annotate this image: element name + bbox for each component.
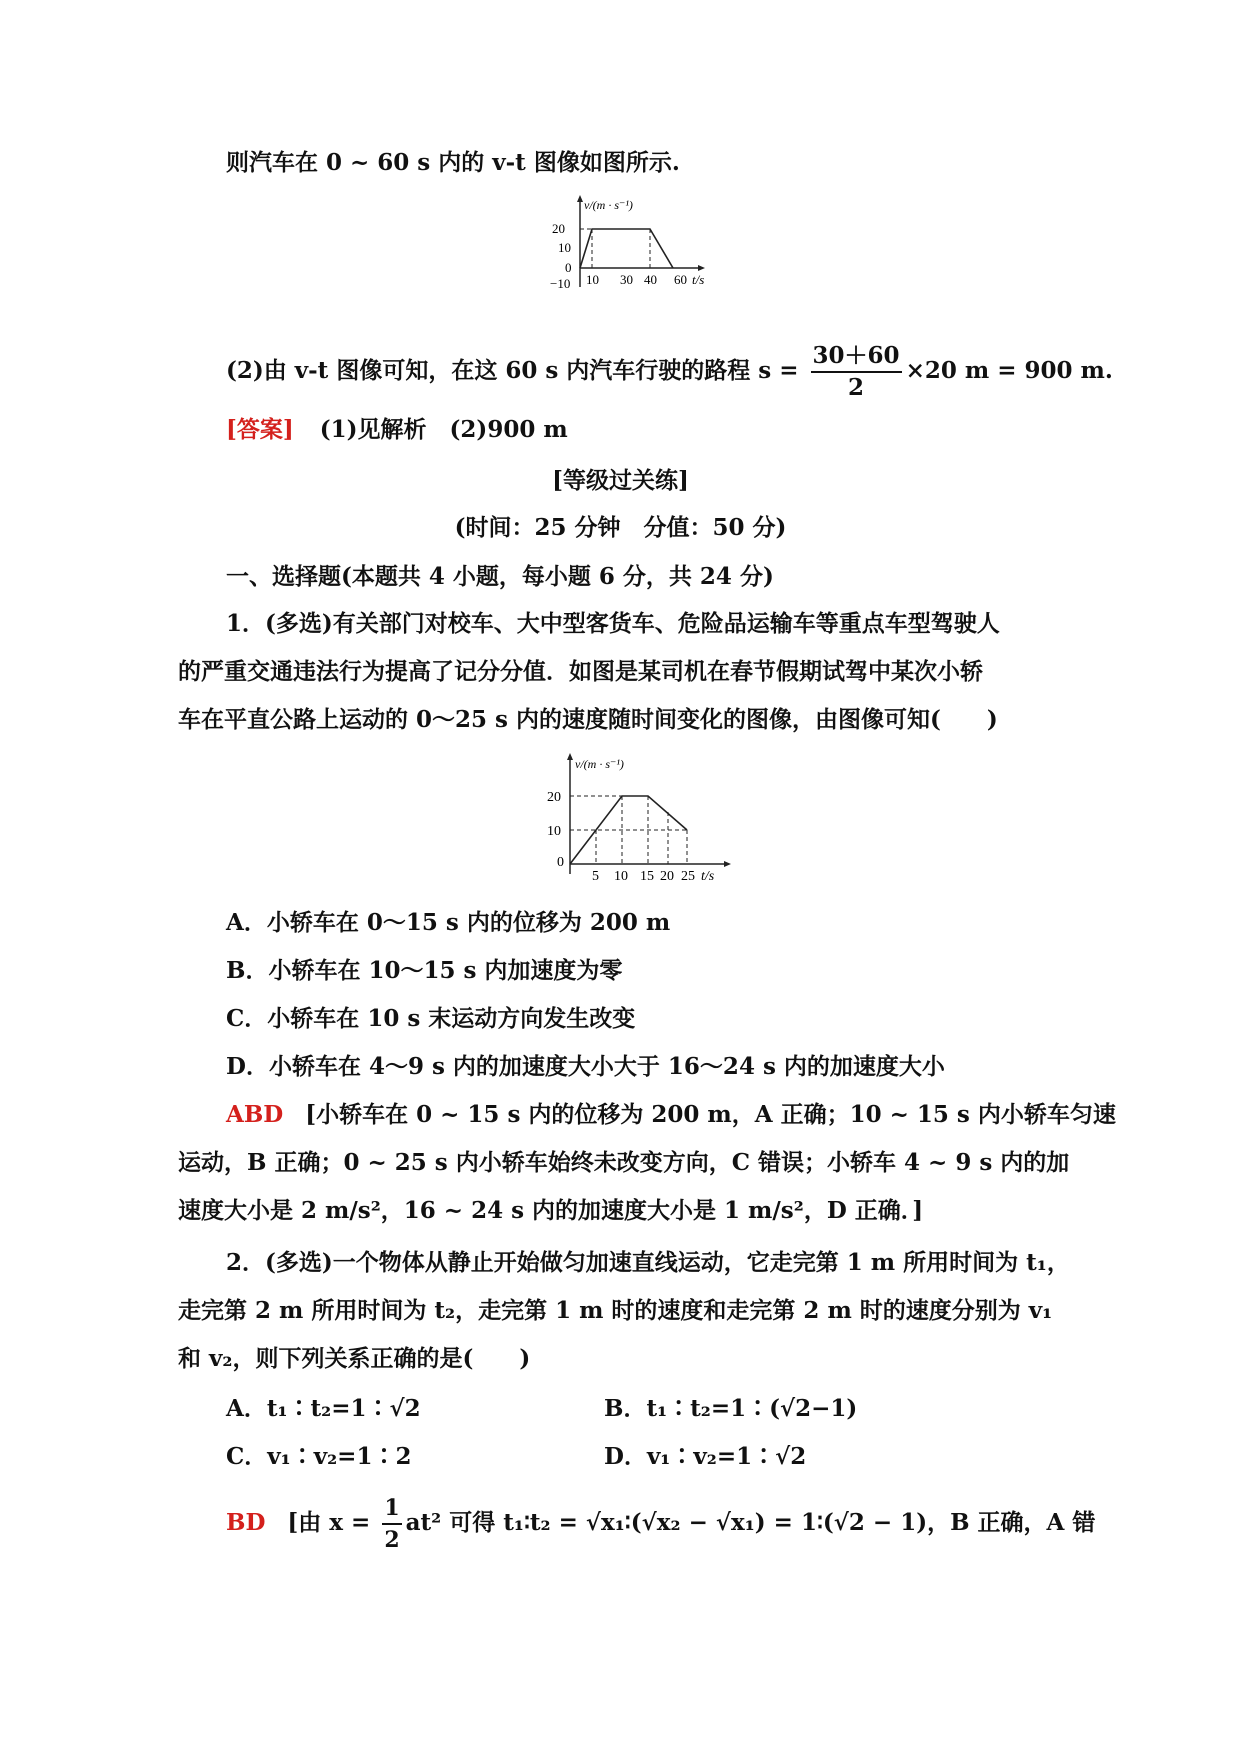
part2-line: [226, 340, 1113, 403]
q1-option-b: B．小轿车在 10～15 s 内加速度为零: [226, 957, 623, 984]
part2-suffix: ×20 m = 900 m.: [905, 357, 1113, 384]
chart2-xlabel: t/s: [701, 869, 715, 882]
q1-explain-text: [小轿车在 0 ~ 15 s 内的位移为 200 m，A 正确；10 ~ 15 s 内小轿车匀速: [305, 1101, 1116, 1128]
q1-explain-line: 速度大小是 2 m/s²，16 ~ 24 s 内的加速度大小是 1 m/s²，D 正确．]: [178, 1197, 924, 1224]
chart2-xtick: 15: [640, 869, 654, 882]
chart1-ylabel: v/(m · s⁻¹): [584, 198, 633, 212]
q2-option-d: D．v₁∶v₂=1∶√2: [604, 1443, 807, 1470]
q2-frac-den: 2: [384, 1527, 400, 1553]
section-title: [等级过关练]: [552, 467, 689, 494]
chart2-xtick: 10: [614, 869, 628, 882]
chart1-ytick: −10: [550, 276, 571, 291]
part2-frac-num: 30＋60: [811, 341, 902, 373]
chart2-ytick: 10: [547, 824, 561, 839]
chart2-ytick: 0: [557, 855, 564, 870]
chart2-xtick: 5: [592, 869, 599, 882]
section-heading: 一、选择题(本题共 4 小题，每小题 6 分，共 24 分): [226, 563, 774, 590]
q2-option-b: B．t₁∶t₂=1∶(√2−1): [604, 1395, 858, 1422]
answer-line: [226, 415, 568, 445]
q1-line: 车在平直公路上运动的 0～25 s 内的速度随时间变化的图像，由图像可知( ): [178, 706, 998, 733]
chart2-xtick: 20: [660, 869, 674, 882]
chart2-ylabel: v/(m · s⁻¹): [575, 757, 624, 771]
q1-option-c: C．小轿车在 10 s 末运动方向发生改变: [226, 1005, 636, 1032]
part2-fraction: [811, 341, 902, 403]
q2-explain-post: at² 可得 t₁∶t₂ = √x₁∶(√x₂ − √x₁) = 1∶(√2 − 1)，B 正确，A 错: [405, 1509, 1096, 1536]
chart1-series-line: [580, 229, 673, 268]
q1-explain-line: 运动，B 正确；0 ~ 25 s 内小轿车始终未改变方向，C 错误；小轿车 4 ~ 9 s 内的加: [178, 1149, 1070, 1176]
chart1-ytick: 10: [558, 240, 571, 255]
q2-line: 走完第 2 m 所用时间为 t₂，走完第 1 m 时的速度和走完第 2 m 时的速度分别为 v₁: [178, 1297, 1053, 1324]
chart1-xtick: 60: [674, 272, 687, 287]
q1-line: 的严重交通违法行为提高了记分分值．如图是某司机在春节假期试驾中某次小轿: [178, 658, 983, 685]
chart1-xtick: 30: [620, 272, 633, 287]
q1-line: 1．(多选)有关部门对校车、大中型客货车、危险品运输车等重点车型驾驶人: [226, 610, 1000, 637]
q2-option-c: C．v₁∶v₂=1∶2: [226, 1443, 412, 1470]
q1-option-a: A．小轿车在 0～15 s 内的位移为 200 m: [226, 909, 671, 936]
q2-explain-pre: [由 x =: [287, 1509, 371, 1536]
q1-answer-tag: ABD: [226, 1101, 284, 1128]
intro-text: 则汽车在 0 ~ 60 s 内的 v-t 图像如图所示.: [226, 149, 680, 176]
q1-explain-line: [226, 1100, 1116, 1130]
chart1-xlabel: t/s: [692, 272, 705, 287]
q2-option-a: A．t₁∶t₂=1∶√2: [226, 1395, 421, 1422]
chart1-xtick: 10: [586, 272, 599, 287]
q2-line: 2．(多选)一个物体从静止开始做匀加速直线运动，它走完第 1 m 所用时间为 t₁，: [226, 1249, 1070, 1276]
q1-option-d: D．小轿车在 4～9 s 内的加速度大小大于 16～24 s 内的加速度大小: [226, 1053, 945, 1080]
chart2-ytick: 20: [547, 790, 561, 805]
chart1-ytick: 20: [552, 221, 565, 236]
answer-tag: [答案]: [226, 416, 294, 443]
q2-fraction: [382, 1493, 401, 1555]
part2-prefix: (2)由 v-t 图像可知，在这 60 s 内汽车行驶的路程 s =: [226, 357, 799, 384]
answer-text: (1)见解析 (2)900 m: [319, 416, 568, 443]
chart1-xtick: 40: [644, 272, 657, 287]
q2-frac-num: 1: [382, 1493, 401, 1525]
part2-frac-den: 2: [848, 374, 865, 401]
q2-answer-tag: BD: [226, 1509, 266, 1536]
chart2-xtick: 25: [681, 869, 695, 882]
section-meta: (时间：25 分钟 分值：50 分): [454, 514, 787, 541]
chart1-ytick: 0: [565, 260, 572, 275]
chart-vt-0-25: [545, 752, 745, 882]
q2-explain-line: [226, 1492, 1095, 1555]
q2-line: 和 v₂，则下列关系正确的是( ): [178, 1345, 531, 1372]
chart-vt-0-60: [550, 195, 740, 295]
